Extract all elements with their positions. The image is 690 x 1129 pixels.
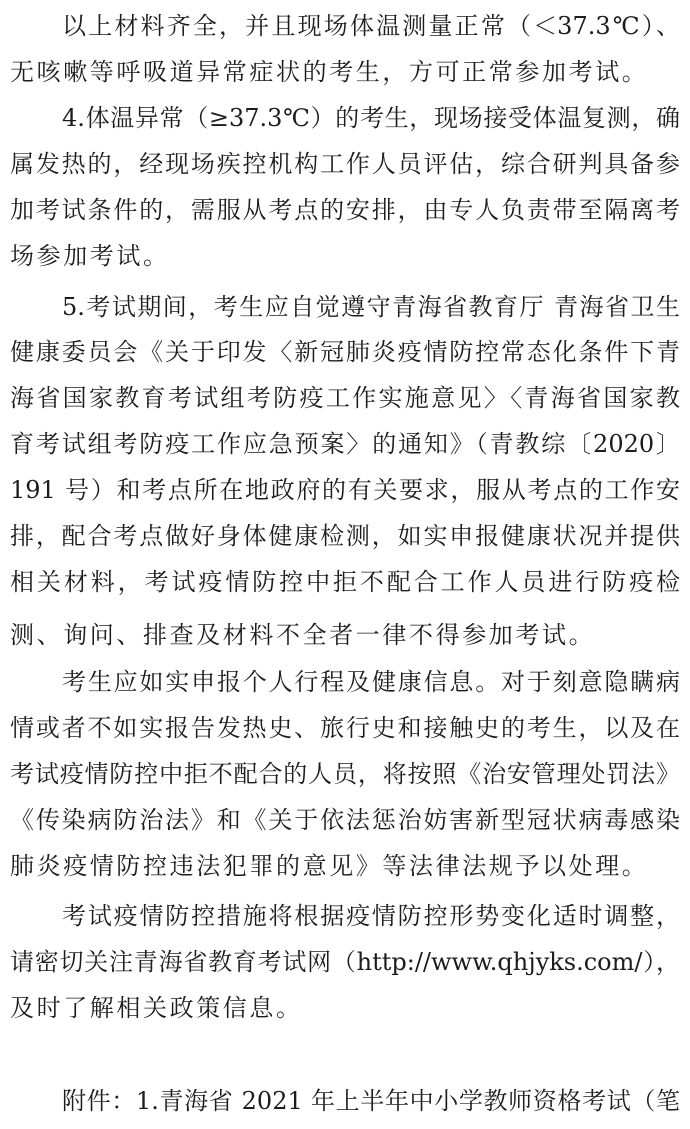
paragraph-line: 健康委员会《关于印发〈新冠肺炎疫情防控常态化条件下青: [10, 338, 680, 366]
paragraph-line: 请密切关注青海省教育考试网（http://www.qhjyks.com/），: [10, 948, 680, 976]
paragraph-line: 排，配合考点做好身体健康检测，如实申报健康状况并提供: [10, 522, 680, 550]
paragraph-line: 无咳嗽等呼吸道异常症状的考生，方可正常参加考试。: [10, 58, 649, 86]
paragraph-line: 测、询问、排查及材料不全者一律不得参加考试。: [10, 621, 596, 649]
paragraph-line: 191 号）和考点所在地政府的有关要求，服从考点的工作安: [10, 476, 680, 504]
paragraph-line: 考生应如实申报个人行程及健康信息。对于刻意隐瞒病: [62, 668, 680, 696]
paragraph-line: 加考试条件的，需服从考点的安排，由专人负责带至隔离考: [10, 196, 680, 224]
paragraph-line: 海省国家教育考试组考防疫工作实施意见〉〈青海省国家教: [10, 384, 680, 412]
paragraph-line: 4.体温异常（≥37.3℃）的考生，现场接受体温复测，确: [62, 104, 680, 132]
paragraph-line: 情或者不如实报告发热史、旅行史和接触史的考生，以及在: [10, 714, 680, 742]
paragraph-line: 属发热的，经现场疾控机构工作人员评估，综合研判具备参: [10, 150, 680, 178]
paragraph-line: 《传染病防治法》和《关于依法惩治妨害新型冠状病毒感染: [10, 806, 680, 834]
paragraph-line: 及时了解相关政策信息。: [10, 994, 303, 1022]
paragraph-line: 相关材料，考试疫情防控中拒不配合工作人员进行防疫检: [10, 568, 680, 596]
paragraph-line: 场参加考试。: [10, 242, 170, 270]
attachment-label: 附件：1.青海省 2021 年上半年中小学教师资格考试（笔: [62, 1087, 680, 1115]
paragraph-line: 5.考试期间，考生应自觉遵守青海省教育厅 青海省卫生: [62, 293, 680, 321]
paragraph-line: 以上材料齐全，并且现场体温测量正常（＜37.3℃）、: [62, 12, 680, 40]
paragraph-line: 考试疫情防控措施将根据疫情防控形势变化适时调整，: [62, 902, 680, 930]
paragraph-line: 考试疫情防控中拒不配合的人员，将按照《治安管理处罚法》: [10, 760, 680, 788]
paragraph-line: 育考试组考防疫工作应急预案〉的通知》（青教综〔2020〕: [10, 430, 680, 458]
paragraph-line: 肺炎疫情防控违法犯罪的意见》等法律法规予以处理。: [10, 852, 649, 880]
